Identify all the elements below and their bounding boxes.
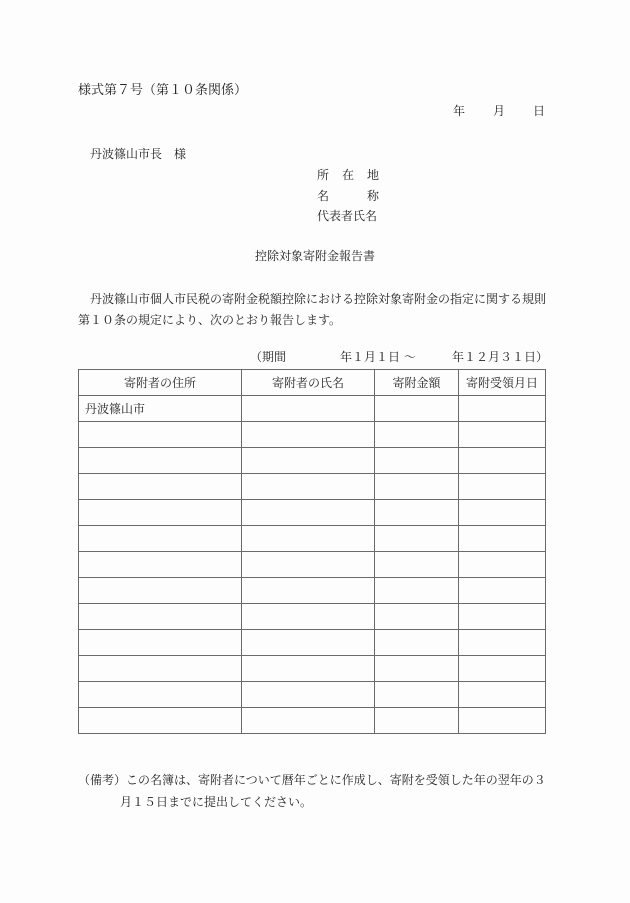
cell-name: [242, 526, 375, 552]
name-label: 名 称: [317, 188, 379, 203]
cell-address: 丹波篠山市: [79, 396, 242, 422]
cell-date: [459, 552, 546, 578]
cell-amount: [375, 422, 459, 448]
cell-date: [459, 630, 546, 656]
cell-amount: [375, 396, 459, 422]
period-line: [250, 348, 548, 365]
cell-date: [459, 708, 546, 734]
table-row: [79, 656, 546, 682]
cell-name: [242, 656, 375, 682]
cell-date: [459, 526, 546, 552]
date-year: 年: [453, 104, 466, 118]
cell-amount: [375, 578, 459, 604]
remarks-note: [78, 769, 546, 813]
cell-address: [79, 708, 242, 734]
cell-date: [459, 396, 546, 422]
document-title: 控除対象寄附金報告書: [254, 249, 375, 263]
cell-address: [79, 682, 242, 708]
cell-name: [242, 552, 375, 578]
cell-name: [242, 500, 375, 526]
cell-name: [242, 708, 375, 734]
table-row: [79, 604, 546, 630]
cell-date: [459, 474, 546, 500]
table-row: [79, 526, 546, 552]
cell-address: [79, 578, 242, 604]
cell-name: [242, 396, 375, 422]
cell-address: [79, 474, 242, 500]
cell-date: [459, 500, 546, 526]
table-row: [79, 422, 546, 448]
note-line-1: （備考）この名簿は、寄附者について暦年ごとに作成し、寄附を受領した年の翌年の３: [78, 773, 546, 787]
table-row: [79, 396, 546, 422]
cell-amount: [375, 630, 459, 656]
table-header-row: [79, 370, 546, 396]
cell-date: [459, 682, 546, 708]
period-open: （期間: [250, 350, 287, 364]
cell-name: [242, 604, 375, 630]
cell-address: [79, 422, 242, 448]
cell-address: [79, 448, 242, 474]
cell-amount: [375, 682, 459, 708]
cell-amount: [375, 500, 459, 526]
address-label: 所 在 地: [317, 168, 379, 182]
body-text: 丹波篠山市個人市民税の寄附金税額控除における控除対象寄附金の指定に関する規則第１０条の規定により、次のとおり報告します。: [78, 292, 547, 327]
cell-address: [79, 526, 242, 552]
cell-name: [242, 682, 375, 708]
header-name: 寄附者の氏名: [242, 370, 375, 396]
cell-date: [459, 448, 546, 474]
cell-address: [79, 604, 242, 630]
cell-amount: [375, 656, 459, 682]
cell-amount: [375, 552, 459, 578]
table-row: [79, 552, 546, 578]
date-month: 月: [493, 104, 506, 118]
note-line-2: 月１５日までに提出してください。: [120, 795, 313, 809]
period-end: 年１２月３１日）: [452, 350, 549, 364]
header-date: 寄附受領月日: [459, 370, 546, 396]
cell-name: [242, 630, 375, 656]
table-row: [79, 682, 546, 708]
date-day: 日: [533, 104, 546, 118]
table-row: [79, 448, 546, 474]
cell-amount: [375, 474, 459, 500]
cell-name: [242, 448, 375, 474]
header-address: 寄附者の住所: [79, 370, 242, 396]
cell-name: [242, 578, 375, 604]
cell-date: [459, 578, 546, 604]
period-start: 年１月１日 ～: [340, 350, 416, 364]
table-row: [79, 500, 546, 526]
cell-amount: [375, 448, 459, 474]
date-line: [453, 102, 545, 119]
cell-address: [79, 656, 242, 682]
cell-address: [79, 552, 242, 578]
addressee: 丹波篠山市長 様: [90, 147, 187, 161]
cell-date: [459, 604, 546, 630]
table-row: [79, 630, 546, 656]
sender-block: [317, 165, 379, 227]
donation-table: [78, 369, 546, 734]
cell-name: [242, 474, 375, 500]
cell-address: [79, 500, 242, 526]
cell-amount: [375, 526, 459, 552]
form-number: 様式第７号（第１０条関係）: [78, 83, 248, 98]
cell-name: [242, 422, 375, 448]
table-row: [79, 474, 546, 500]
cell-address: [79, 630, 242, 656]
cell-date: [459, 422, 546, 448]
table-row: [79, 578, 546, 604]
header-amount: 寄附金額: [375, 370, 459, 396]
cell-date: [459, 656, 546, 682]
cell-amount: [375, 708, 459, 734]
table-row: [79, 708, 546, 734]
representative-label: 代表者氏名: [317, 209, 378, 223]
cell-amount: [375, 604, 459, 630]
